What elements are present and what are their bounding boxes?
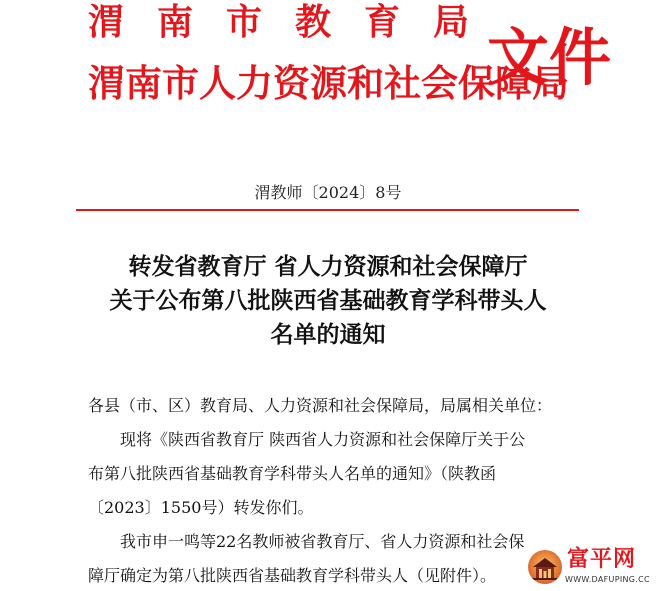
document-title bbox=[0, 250, 656, 352]
paragraph-1-line-2: 布第八批陕西省基础教育学科带头人名单的通知》（陕教函 bbox=[88, 464, 497, 483]
watermark-url: WWW.DAFUPING.CC bbox=[565, 575, 650, 584]
document-number: 渭教师〔2024〕8号 bbox=[254, 183, 402, 202]
title-line-1: 转发省教育厅 省人力资源和社会保障厅 bbox=[128, 254, 528, 280]
red-divider bbox=[76, 209, 579, 211]
document-label: 文件 bbox=[487, 21, 612, 94]
paragraph-2-line-2: 障厅确定为第八批陕西省基础教育学科带头人（见附件）。 bbox=[88, 566, 497, 585]
watermark[interactable] bbox=[525, 547, 656, 591]
issuer-education-bureau: 渭南市教育局 bbox=[88, 1, 503, 43]
paragraph-1-line-1: 现将《陕西省教育厅 陕西省人力资源和社会保障厅关于公 bbox=[120, 430, 526, 449]
watermark-title: 富平网 bbox=[567, 547, 637, 572]
title-line-2: 关于公布第八批陕西省基础教育学科带头人 bbox=[109, 288, 547, 314]
paragraph-1-line-3: 〔2023〕1550号）转发你们。 bbox=[88, 498, 314, 517]
issuer-hr-bureau: 渭南市人力资源和社会保障局 bbox=[88, 61, 569, 105]
title-line-3: 名单的通知 bbox=[270, 322, 386, 348]
building-icon bbox=[528, 550, 562, 584]
salutation: 各县（市、区）教育局、人力资源和社会保障局，局属相关单位： bbox=[88, 396, 553, 415]
paragraph-2-line-1: 我市申一鸣等22名教师被省教育厅、省人力资源和社会保 bbox=[120, 532, 525, 551]
document-body bbox=[88, 389, 578, 591]
